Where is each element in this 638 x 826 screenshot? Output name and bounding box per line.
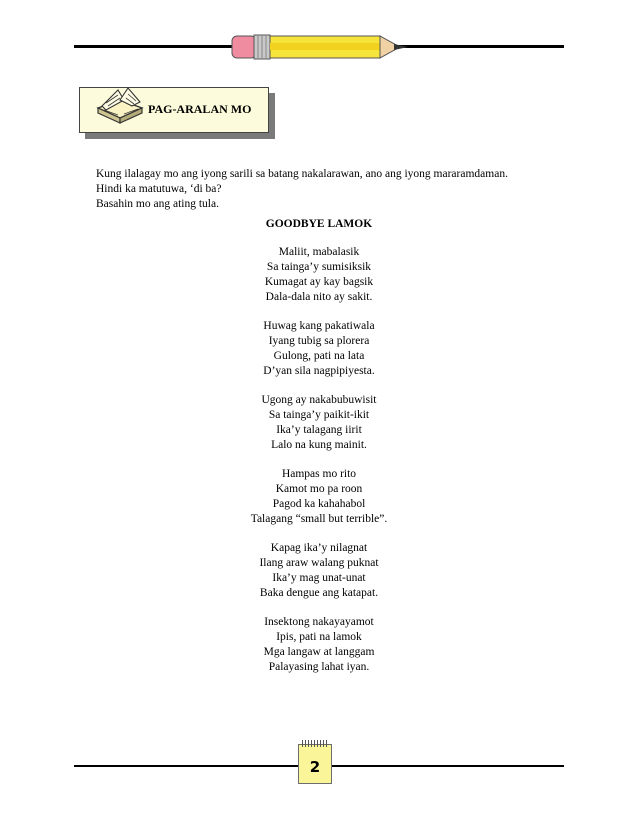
poem-stanza xyxy=(0,319,638,379)
section-title: PAG-ARALAN MO xyxy=(148,102,252,116)
page-number-badge xyxy=(298,744,332,784)
intro-paragraph xyxy=(96,167,508,212)
pencil-icon xyxy=(228,30,413,64)
poem-line: Pagod ka kahahabol xyxy=(272,498,366,510)
poem-line: D’yan sila nagpipiyesta. xyxy=(263,365,375,377)
poem-line: Gulong, pati na lata xyxy=(273,350,365,362)
poem-line: Ika’y talagang iirit xyxy=(276,424,362,436)
poem-line: Palayasing lahat iyan. xyxy=(268,661,370,673)
poem-stanza xyxy=(0,245,638,305)
poem-line: Talagang “small but terrible”. xyxy=(250,513,388,525)
poem-title: GOODBYE LAMOK xyxy=(265,218,373,230)
poem-line: Maliit, mabalasik xyxy=(278,246,360,258)
poem-line: Ika’y mag unat-unat xyxy=(272,572,366,584)
poem-line: Insektong nakayayamot xyxy=(264,616,374,628)
poem-stanza xyxy=(0,467,638,527)
poem-line: Kumagat ay kay bagsik xyxy=(264,276,374,288)
poem-line: Mga langaw at langgam xyxy=(263,646,375,658)
poem-line: Iyang tubig sa plorera xyxy=(268,335,370,347)
poem-body xyxy=(0,245,638,689)
poem-line: Kamot mo pa roon xyxy=(275,483,363,495)
poem-line: Huwag kang pakatiwala xyxy=(263,320,375,332)
intro-line: Hindi ka matutuwa, ‘di ba? xyxy=(96,183,222,195)
poem-line: Baka dengue ang katapat. xyxy=(259,587,379,599)
poem-line: Ipis, pati na lamok xyxy=(276,631,362,643)
page-number: 2 xyxy=(309,758,321,776)
intro-line: Kung ilalagay mo ang iyong sarili sa batang nakalarawan, ano ang iyong mararamdaman. xyxy=(96,168,508,180)
poem-line: Ilang araw walang puknat xyxy=(259,557,379,569)
intro-line: Basahin mo ang ating tula. xyxy=(96,198,219,210)
poem-line: Dala-dala nito ay sakit. xyxy=(265,291,373,303)
poem-line: Hampas mo rito xyxy=(281,468,357,480)
poem-line: Sa tainga’y sumisiksik xyxy=(266,261,372,273)
poem-stanza xyxy=(0,615,638,675)
book-icon xyxy=(94,86,146,126)
poem-stanza xyxy=(0,393,638,453)
poem-line: Ugong ay nakabubuwisit xyxy=(261,394,377,406)
poem-line: Lalo na kung mainit. xyxy=(271,439,367,451)
poem-stanza xyxy=(0,541,638,601)
notepad-spiral xyxy=(302,740,328,747)
poem-line: Kapag ika’y nilagnat xyxy=(270,542,368,554)
poem-line: Sa tainga’y paikit-ikit xyxy=(268,409,370,421)
